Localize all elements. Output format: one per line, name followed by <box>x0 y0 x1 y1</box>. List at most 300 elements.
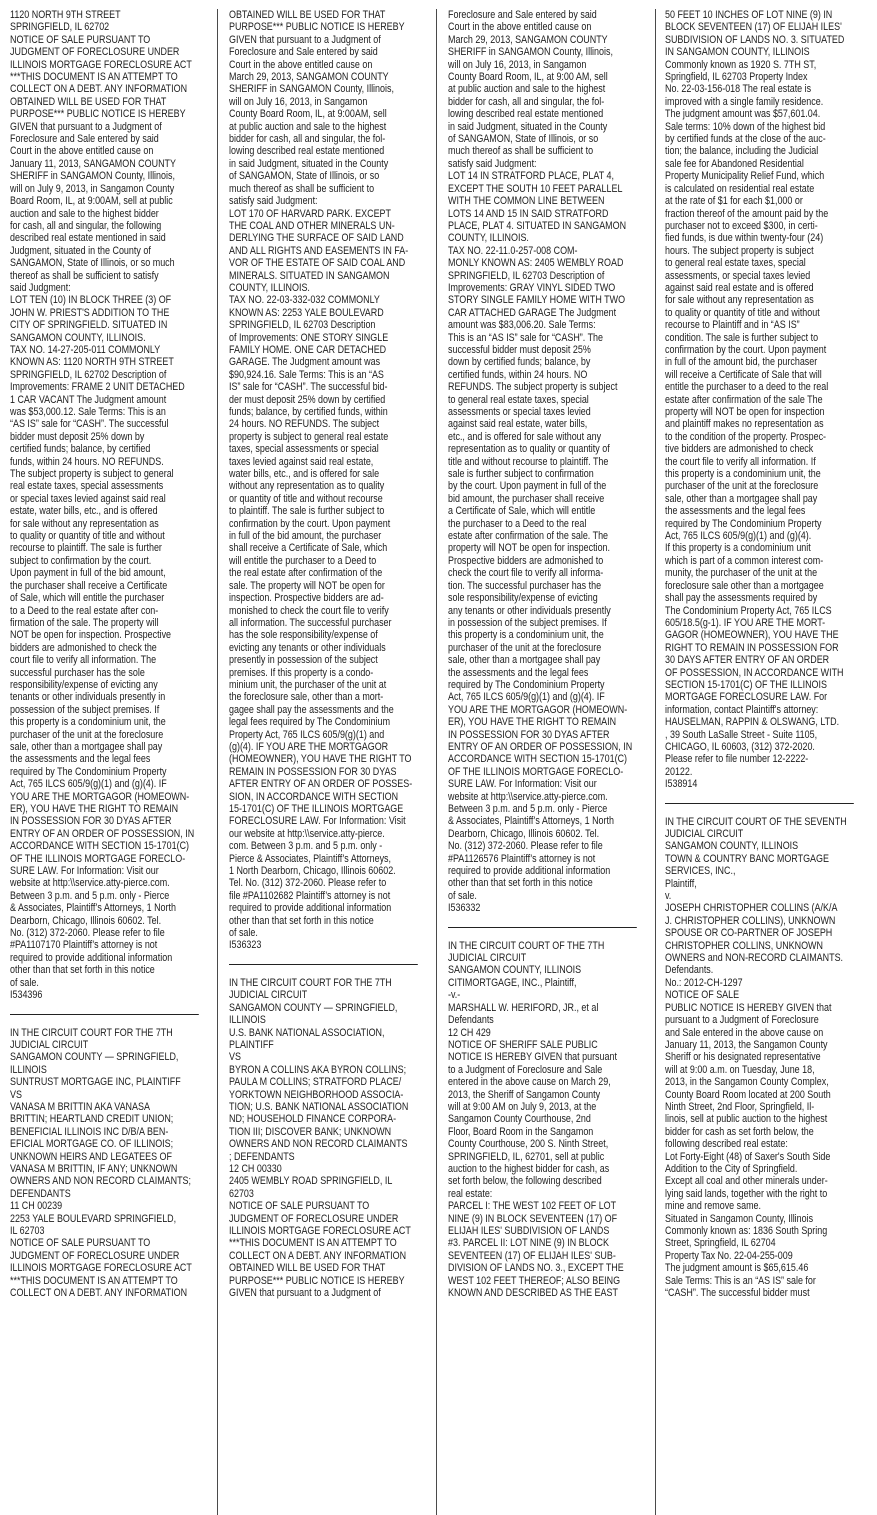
notice-line: set forth below, the following described <box>448 1175 602 1188</box>
notice-line: Sangamon County Courthouse, 2nd <box>448 1113 591 1126</box>
notice-line: 2253 YALE BOULEVARD SPRINGFIELD, <box>10 1212 177 1225</box>
notice-line: EFICIAL MORTGAGE CO. OF ILLINOIS; <box>10 1138 174 1151</box>
notice-line: BENEFICIAL ILLINOIS INC D/B/A BEN- <box>10 1125 169 1138</box>
notice-line: successful purchaser has the sole <box>10 666 145 679</box>
notice-line: Property Tax No. 22-04-255-009 <box>665 1249 793 1262</box>
notice-line: STORY SINGLE FAMILY HOME WITH TWO <box>448 294 626 307</box>
notice-text-block <box>448 9 654 915</box>
notice-line: Floor, Board Room in the Sangamon <box>448 1125 594 1138</box>
notice-line: taxes levied against said real estate, <box>229 455 374 468</box>
notice-line: down by certified funds; balance, by <box>448 356 591 369</box>
notice-line: at public auction and sale to the highest <box>229 120 387 133</box>
notice-line: Court in the above entitled cause on <box>448 21 592 34</box>
notice-line: SION, IN ACCORDANCE WITH SECTION <box>229 790 399 803</box>
notice-line: website at http:\\service.atty-pierce.com. <box>448 790 608 803</box>
notice-line: JOHN W. PRIEST'S ADDITION TO THE <box>10 306 170 319</box>
notice-line: required to provide additional information <box>10 951 173 964</box>
notice-line: will on July 16, 2013, in Sangamon <box>448 58 587 71</box>
notice-line: monished to check the court file to verify <box>229 604 389 617</box>
notice-line: REFUNDS. The subject property is subject <box>448 381 618 394</box>
notice-line: PURPOSE*** PUBLIC NOTICE IS HEREBY <box>229 21 405 34</box>
notice-line: IN THE CIRCUIT COURT FOR THE 7TH <box>229 976 392 989</box>
notice-line: subject to confirmation by the court. <box>10 554 152 567</box>
notice-line: ***THIS DOCUMENT IS AN ATTEMPT TO <box>10 71 178 84</box>
notice-line: If this property is a condominium unit <box>665 542 811 555</box>
column-text <box>448 9 654 1299</box>
notice-line: by the court. Upon payment in full of the <box>448 480 607 493</box>
notice-line: other than that set forth in this notice <box>10 964 155 977</box>
notice-line: IN THE CIRCUIT COURT FOR THE 7TH <box>10 1026 173 1039</box>
notice-line: SANGAMON COUNTY — SPRINGFIELD, <box>10 1051 179 1064</box>
notice-line: JUDGMENT OF FORECLOSURE UNDER <box>10 46 180 59</box>
notice-line: GIVEN that pursuant to a Judgment of <box>10 120 162 133</box>
notice-line: JUDICIAL CIRCUIT <box>448 952 527 965</box>
notice-line: taxes, special assessments or special <box>229 443 379 456</box>
notice-line: much thereof as shall be sufficient to <box>229 182 375 195</box>
notice-line: Act, 765 ILCS 605/9(g)(1) and (g)(4). <box>665 530 812 543</box>
notice-line: will at 9:00 a.m. on Tuesday, June 18, <box>665 1063 815 1076</box>
column-divider <box>217 9 218 1515</box>
notice-line: SEVENTEEN (17) OF ELIJAH ILES' SUB- <box>448 1249 616 1262</box>
notice-line: the assessments and the legal fees <box>10 753 151 766</box>
notice-line: IN THE CIRCUIT COURT OF THE 7TH <box>448 939 605 952</box>
notice-line: foreclosure sale other than a mortgagee <box>665 579 824 592</box>
notice-line: 2405 WEMBLY ROAD SPRINGFIELD, IL <box>229 1175 393 1188</box>
notice-line: “CASH”. The successful bidder must <box>665 1287 810 1300</box>
notice-line: The judgment amount was $57,601.04. <box>665 108 821 121</box>
notice-line: sale is further subject to confirmation <box>448 468 594 481</box>
notice-line: without any representation as to quality <box>229 480 385 493</box>
notice-line: to a Deed to the real estate after con- <box>10 604 159 617</box>
notice-line: munity, the purchaser of the unit at the <box>665 567 818 580</box>
notice-line: BLOCK SEVENTEEN (17) OF ELIJAH ILES' <box>665 21 842 34</box>
notice-line: No. (312) 372-2060. Please refer to file <box>448 840 603 853</box>
notice-line: to the condition of the property. Prospec- <box>665 430 827 443</box>
notice-line: YOU ARE THE MORTGAGOR (HOMEOWN- <box>10 790 190 803</box>
notice-line: ILLINOIS MORTGAGE FORECLOSURE ACT <box>229 1225 411 1237</box>
notice-line: Improvements: GRAY VINYL SIDED TWO <box>448 281 616 294</box>
notice-line: January 11, 2013, the Sangamon County <box>665 1038 828 1051</box>
notice-line: the real estate after confirmation of the <box>229 567 383 580</box>
notice-line: -v.- <box>448 989 461 1002</box>
notice-line: Commonly known as 1920 S. 7TH ST, <box>665 58 817 71</box>
notice-line: auction to the highest bidder for cash, as <box>448 1162 610 1175</box>
notice-line: tenants or other individuals presently in <box>10 691 166 704</box>
notice-line: purchaser of the unit at the foreclosure <box>10 728 164 741</box>
notice-line: in full of the bid amount, the purchaser <box>229 530 382 543</box>
notice-line: this property is a condominium unit, the <box>665 468 821 481</box>
notice-line: 2013, the Sheriff of Sangamon County <box>448 1088 601 1101</box>
notice-line: or quantity of title and without recourse <box>229 492 383 505</box>
notice-line: court file to verify all information. The <box>10 654 157 667</box>
notice-line: ILLINOIS <box>10 1063 47 1076</box>
notice-line: 605/18.5(g-1). IF YOU ARE THE MORT- <box>665 616 826 629</box>
notice-line: confirmation by the court. Upon payment <box>229 517 391 530</box>
notice-line: bidder for cash, all and singular, the fol- <box>448 95 605 108</box>
notice-line: purchaser of the unit at the foreclosure <box>665 480 819 493</box>
notice-line: AFTER ENTRY OF AN ORDER OF POSSES- <box>229 778 413 791</box>
column-3 <box>448 9 654 1515</box>
column-2 <box>229 9 435 1515</box>
notice-line: Judgment, situated in the County of <box>10 244 151 257</box>
notice-line: to general real estate taxes, special <box>448 393 589 406</box>
notice-line: CHRISTOPHER COLLINS, UNKNOWN <box>665 939 823 952</box>
notice-line: RIGHT TO REMAIN IN POSSESSION FOR <box>665 641 839 654</box>
notice-line: other than that set forth in this notice <box>229 914 374 927</box>
notice-line: NOTICE OF SALE PURSUANT TO <box>229 1200 370 1213</box>
notice-line: bidder for cash as set forth below, the <box>665 1125 814 1138</box>
notice-line: NOTICE OF SALE PURSUANT TO <box>10 1237 151 1250</box>
notice-line: NINE (9) IN BLOCK SEVENTEEN (17) OF <box>448 1212 618 1225</box>
notice-line: in possession of the subject premises. If <box>448 616 607 629</box>
notice-line: No. (312) 372-2060. Please refer to file <box>10 927 165 940</box>
notice-line: OWNERS and NON-RECORD CLAIMANTS. <box>665 952 844 965</box>
notice-line: certified funds; balance, by certified <box>10 443 151 456</box>
notice-line: KNOWN AS: 2253 YALE BOULEVARD <box>229 306 384 319</box>
notice-line: IN THE CIRCUIT COURT OF THE SEVENTH <box>665 815 847 828</box>
notice-line: SPRINGFIELD, IL 62702 Description of <box>10 368 167 381</box>
notice-line: SURE LAW. For Information: Visit our <box>448 778 597 791</box>
notice-line: JUDGMENT OF FORECLOSURE UNDER <box>229 1212 399 1225</box>
notice-text-block <box>665 816 871 1300</box>
notice-line: March 29, 2013, SANGAMON COUNTY <box>229 71 389 84</box>
notice-text-block <box>10 9 216 1002</box>
notice-line: LOT TEN (10) IN BLOCK THREE (3) OF <box>10 294 172 307</box>
notice-line: WEST 102 FEET THEREOF; ALSO BEING <box>448 1274 621 1287</box>
notice-line: premises. If this property is a condo- <box>229 666 374 679</box>
notice-line: required by The Condominium Property <box>448 678 605 691</box>
notice-line: COLLECT ON A DEBT. ANY INFORMATION <box>10 1287 188 1300</box>
notice-line: fied funds, is due within twenty-four (24) <box>665 232 824 245</box>
notice-line: Improvements: FRAME 2 UNIT DETACHED <box>10 381 185 394</box>
notice-line: SURE LAW. For Information: Visit our <box>10 865 159 878</box>
notice-line: real estate taxes, special assessments <box>10 480 164 493</box>
notice-line: property will NOT be open for inspection. <box>448 542 611 555</box>
notice-line: CAR ATTACHED GARAGE The Judgment <box>448 306 617 319</box>
notice-line: OF THE ILLINOIS MORTGAGE FORECLO- <box>448 765 624 778</box>
notice-line: said Judgment: <box>10 281 71 294</box>
notice-line: JUDICIAL CIRCUIT <box>665 828 744 840</box>
notice-line: real estate: <box>448 1187 493 1200</box>
notice-line: The subject property is subject to general <box>10 468 174 481</box>
notice-line: MINERALS. SITUATED IN SANGAMON <box>229 269 390 282</box>
notice-line: I534396 <box>10 989 43 1002</box>
notice-line: COUNTY, ILLINOIS. <box>229 281 310 294</box>
notice-line: Property Act, 765 ILCS 605/9(g)(1) and <box>229 728 385 741</box>
notice-line: County Board Room located at 200 South <box>665 1088 831 1101</box>
notice-line: PAULA M COLLINS; STRATFORD PLACE/ <box>229 1076 402 1089</box>
notice-line: of SANGAMON, State of Illinois, or so <box>229 170 380 183</box>
notice-text-block <box>665 9 871 791</box>
notice-line: IN POSSESSION FOR 30 DYAS AFTER <box>448 728 610 741</box>
notice-line: title and without recourse to plaintiff. The <box>448 455 609 468</box>
notice-line: Springfield, IL 62703 Property Index <box>665 71 808 84</box>
notice-line: for sale without any representation as <box>665 294 814 307</box>
notice-line: I536332 <box>448 902 481 915</box>
notice-line: etc., and is offered for sale without any <box>448 430 602 443</box>
notice-line: described real estate mentioned in said <box>10 232 166 245</box>
notice-line: fraction thereof of the amount paid by the <box>665 207 829 220</box>
notice-line: KNOWN AS: 1120 NORTH 9TH STREET <box>10 356 174 369</box>
notice-line: 1 North Dearborn, Chicago, Illinois 60602. <box>229 865 396 878</box>
notice-line: water bills, etc., and is offered for sale <box>229 468 380 481</box>
notice-line: January 11, 2013, SANGAMON COUNTY <box>10 157 176 170</box>
notice-line: DEFENDANTS <box>10 1187 71 1200</box>
notice-line: purchaser not to exceed $300, in certi- <box>665 219 818 232</box>
notice-line: Ninth Street, 2nd Floor, Springfield, Il- <box>665 1100 815 1113</box>
notice-line: was $53,000.12. Sale Terms: This is an <box>10 406 166 418</box>
notice-line: Commonly known as: 1836 South Spring <box>665 1225 828 1237</box>
notice-line: MONLY KNOWN AS: 2405 WEMBLY ROAD <box>448 257 624 270</box>
notice-line: (HOMEOWNER), YOU HAVE THE RIGHT TO <box>229 753 412 766</box>
notice-line: estate after confirmation of the sale The <box>665 393 823 406</box>
notice-line: TOWN & COUNTRY BANC MORTGAGE <box>665 852 829 865</box>
notice-line: representation as to quality or quantity of <box>448 443 610 456</box>
notice-line: SPRINGFIELD, IL 62702 <box>10 21 110 34</box>
notice-line: 24 hours. NO REFUNDS. The subject <box>229 418 380 431</box>
notice-line: ***THIS DOCUMENT IS AN ATTEMPT TO <box>10 1274 178 1287</box>
notice-line: GAGOR (HOMEOWNER), YOU HAVE THE <box>665 629 839 642</box>
notice-line: 30 DAYS AFTER ENTRY OF AN ORDER <box>665 654 830 667</box>
notice-line: Sale Terms: This is an “AS IS” sale for <box>665 1274 816 1287</box>
notice-text-block <box>448 940 654 1300</box>
notice-line: information, contact Plaintiff's attorney: <box>665 703 819 716</box>
notice-line: Sheriff or his designated representative <box>665 1051 821 1064</box>
notice-line: tion; the balance, including the Judicial <box>665 145 819 158</box>
notice-line: Foreclosure and Sale entered by said <box>448 9 597 21</box>
separator-rule <box>665 803 854 804</box>
notice-line: improved with a single family residence. <box>665 95 824 108</box>
notice-line: The Condominium Property Act, 765 ILCS <box>665 604 832 617</box>
notice-line: other than that set forth in this notice <box>448 877 593 890</box>
notice-line: $90,924.16. Sale Terms: This is an “AS <box>229 368 384 381</box>
notice-line: GIVEN that pursuant to a Judgment of <box>229 33 381 46</box>
notice-line: VS <box>10 1088 22 1101</box>
notice-line: by certified funds at the close of the auc- <box>665 133 826 146</box>
notice-line: BYRON A COLLINS AKA BYRON COLLINS; <box>229 1063 407 1076</box>
notice-line: NOT be open for inspection. Prospective <box>10 629 172 642</box>
notice-line: LOTS 14 AND 15 IN SAID STRATFORD <box>448 207 609 220</box>
notice-line: PUBLIC NOTICE IS HEREBY GIVEN that <box>665 1001 832 1014</box>
notice-line: ACCORDANCE WITH SECTION 15-1701(C) <box>10 840 190 853</box>
notice-line: evicting any tenants or other individuals <box>229 641 386 654</box>
notice-line: will receive a Certificate of Sale that will <box>665 368 822 381</box>
notice-line: SPRINGFIELD, IL 62703 Description <box>229 319 376 332</box>
notice-line: SHERIFF in SANGAMON County, Illinois, <box>229 83 394 96</box>
notice-line: against said real estate and is offered <box>665 281 814 294</box>
notice-line: a Certificate of Sale, which will entitle <box>448 505 596 518</box>
notice-line: NOTICE IS HEREBY GIVEN that pursuant <box>448 1051 617 1064</box>
notice-line: Street, Springfield, IL 62704 <box>665 1237 776 1250</box>
notice-line: certified funds, within 24 hours. NO <box>448 368 588 381</box>
notice-line: Dearborn, Chicago, Illinois 60602. Tel. <box>10 914 162 927</box>
notice-line: condition. The sale is further subject to <box>665 331 819 344</box>
notice-line: of sale. <box>10 976 39 989</box>
notice-line: gagee shall pay the assessments and the <box>229 703 394 716</box>
notice-line: Act, 765 ILCS 605/9(g)(1) and (g)(4). IF <box>10 778 167 791</box>
notice-line: WITH THE COMMON LINE BETWEEN <box>448 195 605 208</box>
notice-line: possession of the subject premises. If <box>10 703 160 716</box>
notice-line: County Board Room, IL, at 9:00 AM, sell <box>448 71 608 84</box>
notice-line: Property Municipality Relief Fund, which <box>665 170 825 183</box>
notice-line: NOTICE OF SALE <box>665 989 740 1002</box>
notice-line: to general real estate taxes, special <box>665 257 806 270</box>
notice-line: SERVICES, INC., <box>665 865 736 878</box>
notice-line: U.S. BANK NATIONAL ASSOCIATION, <box>229 1026 385 1039</box>
notice-line: FAMILY HOME. ONE CAR DETACHED <box>229 343 387 356</box>
notice-line: inspection. Prospective bidders are ad- <box>229 592 384 605</box>
notice-line: PLACE, PLAT 4. SITUATED IN SANGAMON <box>448 219 627 232</box>
notice-line: J. CHRISTOPHER COLLINS), UNKNOWN <box>665 914 836 927</box>
notice-line: GARAGE. The Judgment amount was <box>229 356 381 369</box>
notice-text-block <box>10 1027 216 1300</box>
notice-line: satisfy said Judgment: <box>448 157 537 170</box>
notice-line: amount was $83,006.20. Sale Terms: <box>448 319 596 332</box>
notice-line: Between 3 p.m. and 5 p.m. only - Pierce <box>10 889 170 902</box>
notice-line: & Associates, Plaintiff’s Attorneys, 1 North <box>10 902 176 915</box>
notice-line: & Associates, Plaintiff’s Attorneys, 1 North <box>448 815 614 828</box>
notice-line: No. 22-03-156-018 The real estate is <box>665 83 812 96</box>
notice-line: JUDICIAL CIRCUIT <box>10 1038 89 1051</box>
notice-line: SANGAMON COUNTY, ILLINOIS <box>448 964 582 977</box>
notice-line: entered in the above cause on March 29, <box>448 1076 611 1089</box>
notice-line: in full of the amount bid, the purchaser <box>665 356 818 369</box>
notice-line: Pierce & Associates, Plaintiff’s Attorneys, <box>229 852 392 865</box>
notice-line: will at 9:00 AM on July 9, 2013, at the <box>448 1100 597 1113</box>
notice-line: sale, other than a mortgagee shall pay <box>448 654 601 667</box>
notice-line: Act, 765 ILCS 605/9(g)(1) and (g)(4). IF <box>448 691 605 704</box>
notice-line: ER), YOU HAVE THE RIGHT TO REMAIN <box>448 716 617 729</box>
notice-line: for sale without any representation as <box>10 517 159 530</box>
notice-line: sale, other than a mortgagee shall pay <box>665 492 818 505</box>
notice-line: UNKNOWN HEIRS AND LEGATEES OF <box>10 1150 172 1163</box>
notice-line: OF THE ILLINOIS MORTGAGE FORECLO- <box>10 852 186 865</box>
notice-line: which is part of a common interest com- <box>665 554 824 567</box>
notice-line: #3. PARCEL II: LOT NINE (9) IN BLOCK <box>448 1237 609 1250</box>
notice-line: GIVEN that pursuant to a Judgment of <box>229 1287 381 1300</box>
separator-rule <box>229 964 418 965</box>
notice-line: property will NOT be open for inspection <box>665 406 825 418</box>
notice-line: JOSEPH CHRISTOPHER COLLINS (A/K/A <box>665 902 838 915</box>
notice-line: EXCEPT THE SOUTH 10 FEET PARALLEL <box>448 182 623 195</box>
notice-line: has the sole responsibility/expense of <box>229 629 378 642</box>
notice-line: #PA1126576 Plaintiff’s attorney is not <box>448 852 596 865</box>
notice-line: ILLINOIS <box>229 1014 266 1027</box>
notice-line: minium unit, the purchaser of the unit at <box>229 678 387 691</box>
notice-line: the assessments and the legal fees <box>665 505 806 518</box>
notice-line: firmation of the sale. The property will <box>10 616 159 629</box>
notice-line: JUDGMENT OF FORECLOSURE UNDER <box>10 1249 180 1262</box>
notice-line: THE COAL AND OTHER MINERALS UN- <box>229 219 395 232</box>
notice-line: NOTICE OF SALE PURSUANT TO <box>10 33 151 46</box>
notice-line: CITIMORTGAGE, INC., Plaintiff, <box>448 976 577 989</box>
notice-line: 50 FEET 10 INCHES OF LOT NINE (9) IN <box>665 9 833 21</box>
notice-line: DERLYING THE SURFACE OF SAID LAND <box>229 232 404 245</box>
notice-line: website at http:\\service.atty-pierce.com. <box>10 877 170 890</box>
notice-line: CHICAGO, IL 60603, (312) 372-2020. <box>665 740 815 753</box>
notice-line: 15-1701(C) OF THE ILLINOIS MORTGAGE <box>229 803 404 815</box>
notice-line: Please refer to file number 12-2222- <box>665 753 809 766</box>
notice-line: check the court file to verify all informa- <box>448 567 604 580</box>
notice-line: Lot Forty-Eight (48) of Saxer's South Side <box>665 1150 831 1163</box>
notice-separator <box>448 915 654 940</box>
notice-line: No.: 2012-CH-1297 <box>665 976 743 989</box>
notice-line: Board Room, IL, at 9:00AM, sell at public <box>10 195 173 208</box>
notice-line: Court in the above entitled cause on <box>10 145 154 158</box>
notice-line: thereof as shall be sufficient to satisfy <box>10 269 159 282</box>
notice-line: IN POSSESSION FOR 30 DYAS AFTER <box>10 815 172 828</box>
notice-line: of sale. <box>448 889 477 902</box>
notice-separator <box>229 952 435 977</box>
notice-line: of sale. <box>229 927 258 940</box>
notice-line: any tenants or other individuals presently <box>448 604 611 617</box>
notice-line: KNOWN AND DESCRIBED AS THE EAST <box>448 1287 618 1300</box>
notice-line: following described real estate: <box>665 1138 788 1151</box>
notice-line: MARSHALL W. HERIFORD, JR., et al <box>448 1001 599 1014</box>
notice-line: tion. The successful purchaser has the <box>448 579 602 592</box>
notice-line: ER), YOU HAVE THE RIGHT TO REMAIN <box>10 803 179 815</box>
notice-line: AND ALL RIGHTS AND EASEMENTS IN FA- <box>229 244 409 257</box>
notice-line: pursuant to a Judgment of Foreclosure <box>665 1014 819 1027</box>
notice-line: “AS IS” sale for “CASH”. The successful <box>10 418 169 431</box>
notice-line: TAX NO. 14-27-205-011 COMMONLY <box>10 343 161 356</box>
notice-line: IL 62703 <box>10 1225 45 1237</box>
notice-line: v. <box>665 890 672 903</box>
notice-line: against said real estate, water bills, <box>448 418 588 431</box>
notice-text-block <box>229 9 435 952</box>
notice-line: 1120 NORTH 9TH STREET <box>10 9 121 21</box>
notice-line: YOU ARE THE MORTGAGOR (HOMEOWN- <box>448 703 628 716</box>
notice-line: required by The Condominium Property <box>10 765 167 778</box>
notice-line: OF POSSESSION, IN ACCORDANCE WITH <box>665 666 844 679</box>
notice-line: Situated in Sangamon County, Illinois <box>665 1212 814 1225</box>
notice-line: at the rate of $1 for each $1,000 or <box>665 195 803 208</box>
notice-line: will on July 9, 2013, in Sangamon County <box>10 182 175 195</box>
notice-line: recourse to Plaintiff and in “AS IS” <box>665 319 800 332</box>
notice-line: Defendants. <box>665 964 714 977</box>
notice-line: SANGAMON COUNTY, ILLINOIS. <box>10 331 146 344</box>
notice-line: the purchaser to a Deed to the real <box>448 517 587 530</box>
notice-line: of SANGAMON, State of Illinois, or so <box>448 133 599 146</box>
notice-line: bidder for cash, all and singular, the fol- <box>229 133 386 146</box>
notice-line: TION; U.S. BANK NATIONAL ASSOCIATION <box>229 1100 409 1113</box>
notice-line: recourse to plaintiff. The sale is further <box>10 542 162 555</box>
notice-line: der must deposit 25% down by certified <box>229 393 386 406</box>
notice-line: this property is a condominium unit, the <box>10 716 166 729</box>
notice-line: sale. The property will NOT be open for <box>229 579 385 592</box>
notice-line: ; DEFENDANTS <box>229 1150 295 1163</box>
notice-line: ENTRY OF AN ORDER OF POSSESSION, IN <box>448 740 633 753</box>
notice-line: LOT 14 IN STRATFORD PLACE, PLAT 4, <box>448 170 614 183</box>
notice-line: shall pay the assessments required by <box>665 592 818 605</box>
notice-line: Addition to the City of Springfield. <box>665 1162 798 1175</box>
notice-line: Plaintiff, <box>665 877 697 890</box>
notice-line: successful bidder must deposit 25% <box>448 343 591 356</box>
notice-line: legal fees required by The Condominium <box>229 716 391 729</box>
notice-line: OWNERS AND NON RECORD CLAIMANTS; <box>10 1175 192 1188</box>
notice-line: CITY OF SPRINGFIELD. SITUATED IN <box>10 319 168 332</box>
notice-line: YORKTOWN NEIGHBORHOOD ASSOCIA- <box>229 1088 404 1101</box>
notice-line: all information. The successful purchaser <box>229 616 392 629</box>
notice-line: file #PA1102682 Plaintiff’s attorney is not <box>229 889 391 902</box>
notice-line: in said Judgment, situated in the County <box>448 120 608 133</box>
notice-line: required to provide additional information <box>229 902 392 915</box>
notice-line: Prospective bidders are admonished to <box>448 554 604 567</box>
notice-line: OBTAINED WILL BE USED FOR THAT <box>229 9 386 21</box>
notice-line: the purchaser shall receive a Certificate <box>10 579 168 592</box>
notice-line: 11 CH 00239 <box>10 1200 63 1213</box>
notice-line: is calculated on residential real estate <box>665 182 815 195</box>
